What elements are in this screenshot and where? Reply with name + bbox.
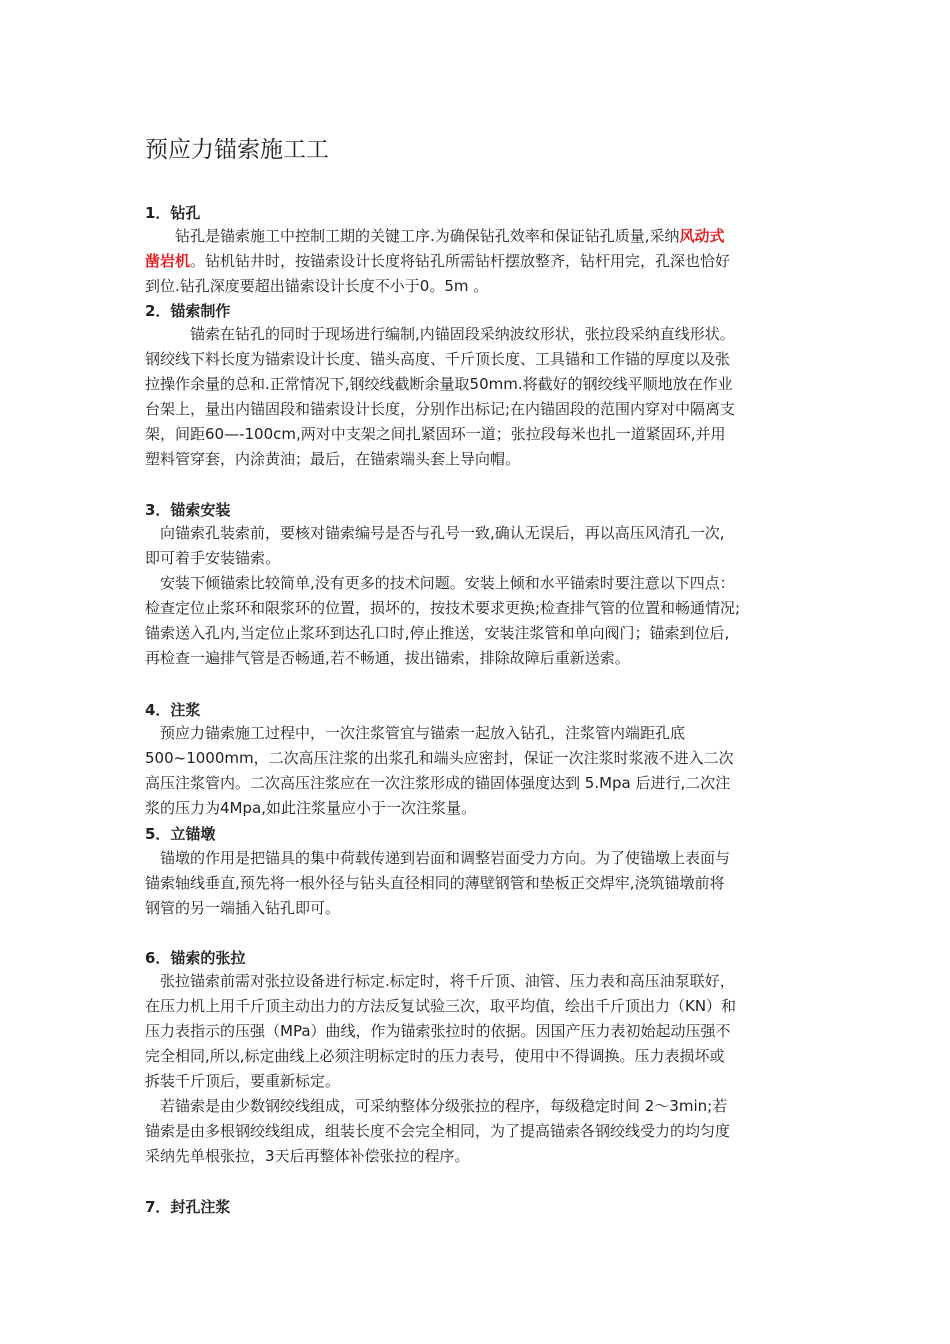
section-heading-5: 5．立锚墩 bbox=[145, 825, 216, 843]
section-heading-1: 1．钻孔 bbox=[145, 204, 201, 222]
text-line: 浆的压力为4Mpa,如此注浆量应小于一次注浆量。 bbox=[145, 799, 476, 817]
text-line: 到位.钻孔深度要超出锚索设计长度不小于0。5m 。 bbox=[145, 277, 489, 295]
section-4-paragraph bbox=[145, 721, 813, 821]
text-line: 高压注浆管内。二次高压注浆应在一次注浆形成的锚固体强度达到 5.Mpa 后进行,二次注 bbox=[145, 774, 731, 792]
section-3-paragraph-1 bbox=[145, 521, 813, 571]
section-heading-3: 3．锚索安装 bbox=[145, 501, 231, 519]
section-6-paragraph-1 bbox=[145, 969, 813, 1094]
section-heading-2: 2．锚索制作 bbox=[145, 302, 231, 320]
text-line: 钢管的另一端插入钻孔即可。 bbox=[145, 899, 341, 917]
text-line: 向锚索孔装索前，要核对锚索编号是否与孔号一致,确认无误后，再以高压风清孔一次, bbox=[145, 524, 725, 542]
text-line: 锚索送入孔内,当定位止浆环到达孔口时,停止推送，安装注浆管和单向阀门；锚索到位后, bbox=[145, 624, 730, 642]
text-line: 塑料管穿套，内涂黄油；最后，在锚索端头套上导向帽。 bbox=[145, 450, 521, 468]
highlight-text: 风动式 bbox=[679, 227, 725, 245]
text-line: 再检查一遍排气管是否畅通,若不畅通，拔出锚索，排除故障后重新送索。 bbox=[145, 649, 630, 667]
text-line: 压力表指示的压强（MPa）曲线，作为锚索张拉时的依据。因国产压力表初始起动压强不 bbox=[145, 1022, 731, 1040]
section-1-paragraph bbox=[145, 224, 813, 299]
text-line: 预应力锚索施工过程中，一次注浆管宜与锚索一起放入钻孔，注浆管内端距孔底 bbox=[145, 724, 686, 742]
section-2-paragraph bbox=[145, 322, 813, 472]
text-line: 采纳先单根张拉，3天后再整体补偿张拉的程序。 bbox=[145, 1147, 470, 1165]
section-3-paragraph-2 bbox=[145, 571, 813, 671]
section-5-paragraph bbox=[145, 846, 813, 921]
text-line: 完全相同,所以,标定曲线上必须注明标定时的压力表号，使用中不得调换。压力表损坏或 bbox=[145, 1047, 725, 1065]
text-line: 凿岩机。钻机钻井时，按锚索设计长度将钻孔所需钻杆摆放整齐，钻杆用完，孔深也恰好 bbox=[145, 252, 731, 270]
text-line: 台架上，量出内锚固段和锚索设计长度，分别作出标记;在内锚固段的范围内穿对中隔离支 bbox=[145, 400, 736, 418]
text-line: 在压力机上用千斤顶主动出力的方法反复试验三次，取平均值，绘出千斤顶出力（KN）和 bbox=[145, 997, 737, 1015]
text-line: 若锚索是由少数钢绞线组成，可采纳整体分级张拉的程序，每级稳定时间 2～3min;若 bbox=[145, 1097, 728, 1115]
text-line: 张拉锚索前需对张拉设备进行标定.标定时，将千斤顶、油管、压力表和高压油泵联好， bbox=[145, 972, 735, 990]
text-line: 安装下倾锚索比较简单,没有更多的技术问题。安装上倾和水平锚索时要注意以下四点： bbox=[145, 574, 735, 592]
section-6-paragraph-2 bbox=[145, 1094, 813, 1169]
text-line: 检查定位止浆环和限浆环的位置，损坏的，按技术要求更换;检查排气管的位置和畅通情况; bbox=[145, 599, 741, 617]
text-line: 即可着手安装锚索。 bbox=[145, 549, 281, 567]
text-line: 拉操作余量的总和.正常情况下,钢绞线截断余量取50mm.将截好的钢绞线平顺地放在作业 bbox=[145, 375, 733, 393]
text-line: 架，间距60—-100cm,两对中支架之间扎紧固环一道；张拉段每米也扎一道紧固环,并用 bbox=[145, 425, 726, 443]
page-title: 预应力锚索施工工 bbox=[145, 137, 329, 163]
text-line: 锚索是由多根钢绞线组成，组装长度不会完全相同，为了提高锚索各钢绞线受力的均匀度 bbox=[145, 1122, 731, 1140]
text-line: 钻孔是锚索施工中控制工期的关键工序.为确保钻孔效率和保证钻孔质量,采纳风动式 bbox=[145, 227, 725, 245]
text-line: 锚墩的作用是把锚具的集中荷载传递到岩面和调整岩面受力方向。为了使锚墩上表面与 bbox=[145, 849, 731, 867]
section-heading-4: 4．注浆 bbox=[145, 701, 201, 719]
section-heading-7: 7．封孔注浆 bbox=[145, 1198, 231, 1216]
section-heading-6: 6．锚索的张拉 bbox=[145, 949, 246, 967]
text-line: 锚索轴线垂直,预先将一根外径与钻头直径相同的薄壁钢管和垫板正交焊牢,浇筑锚墩前将 bbox=[145, 874, 725, 892]
text-line: 锚索在钻孔的同时于现场进行编制,内锚固段采纳波纹形状，张拉段采纳直线形状。 bbox=[145, 325, 735, 343]
text-line: 钢绞线下料长度为锚索设计长度、锚头高度、千斤顶长度、工具锚和工作锚的厚度以及张 bbox=[145, 350, 731, 368]
text-line: 拆装千斤顶后，要重新标定。 bbox=[145, 1072, 341, 1090]
text-line: 500~1000mm，二次高压注浆的出浆孔和端头应密封，保证一次注浆时浆液不进入二次 bbox=[145, 749, 734, 767]
highlight-text: 凿岩机 bbox=[145, 252, 191, 270]
